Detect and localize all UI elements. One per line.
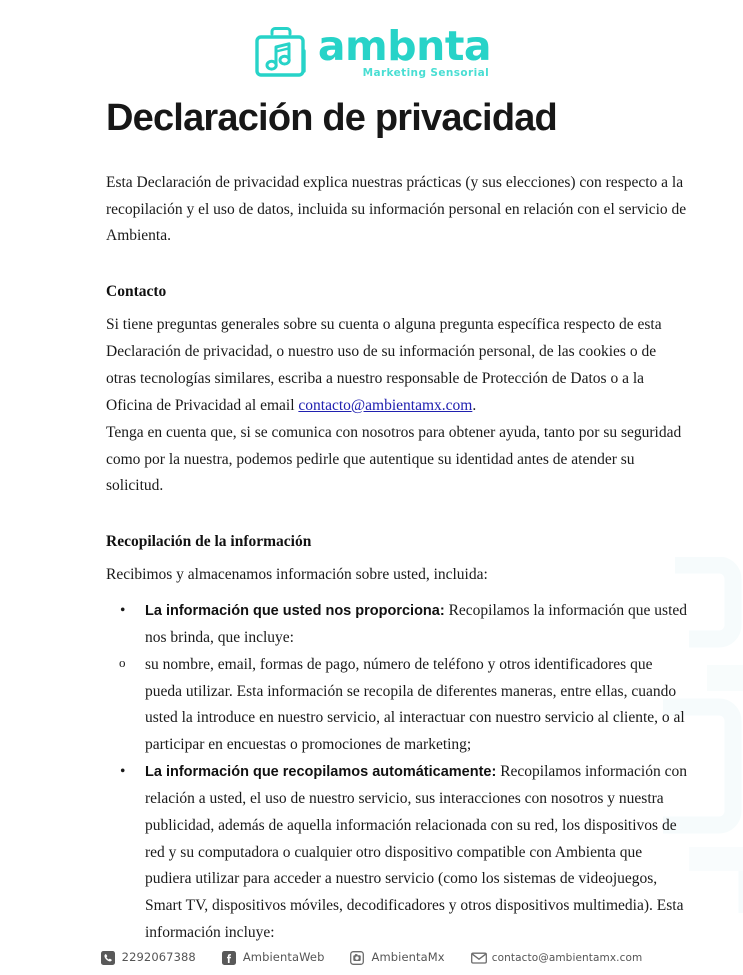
intro-paragraph: Esta Declaración de privacidad explica nuestras prácticas (y sus elecciones) con respecto a la recopilación y el uso de datos, incluida su información personal en relación con el servicio de Ambienta. xyxy=(106,173,687,245)
section-heading-recopilacion: Recopilación de la información xyxy=(106,533,312,551)
contacto-paragraph-1 xyxy=(106,312,690,419)
brand-wordmark xyxy=(317,22,492,80)
spacer xyxy=(106,140,690,170)
brand-tagline: Marketing Sensorial xyxy=(362,67,490,80)
recopilacion-paragraph-1: Recibimos y almacenamos información sobre usted, incluida: xyxy=(106,566,488,584)
brand-logo xyxy=(57,22,686,84)
list-item xyxy=(106,652,690,759)
footer-item-instagram[interactable] xyxy=(350,951,444,965)
footer-item-phone[interactable] xyxy=(101,951,196,965)
footer-email-label: contacto@ambientamx.com xyxy=(491,951,643,964)
document-page xyxy=(0,22,743,947)
bullet-marker-disc: • xyxy=(120,763,126,781)
footer-instagram-label: AmbientaMx xyxy=(371,950,445,965)
spacer xyxy=(106,589,690,598)
briefcase-music-icon xyxy=(252,25,310,81)
spacer xyxy=(106,250,690,280)
list-item-lead-in: La información que recopilamos automáticamente: xyxy=(145,764,497,781)
spacer xyxy=(106,500,690,530)
contact-email-link[interactable]: contacto@ambientamx.com xyxy=(298,396,473,414)
bullet-marker-circle: o xyxy=(119,654,126,670)
footer-facebook-label: AmbientaWeb xyxy=(242,950,325,965)
spacer xyxy=(106,303,690,312)
footer-item-email[interactable] xyxy=(471,951,643,965)
information-bullet-list xyxy=(106,598,690,947)
page-title: Declaración de privacidad xyxy=(106,97,557,139)
brand-name: ambnta xyxy=(317,22,492,71)
section-heading-contacto: Contacto xyxy=(106,283,167,301)
list-item-text: Recopilamos la información que usted nos brinda, que incluye: xyxy=(145,602,688,647)
facebook-icon xyxy=(222,951,236,965)
contacto-text-before-email: Si tiene preguntas generales sobre su cuenta o alguna pregunta específica respecto de esta Declaración de privacidad, o nuestro uso de su información personal, de las cookies o de otras tecnologías similares, escriba a nuestro responsable de Protección de Datos o a la Oficina de Privacidad al email xyxy=(106,316,662,414)
footer-item-facebook[interactable] xyxy=(222,951,325,965)
footer-phone-label: 2292067388 xyxy=(121,950,196,965)
list-item-lead-in: La información que usted nos proporciona: xyxy=(145,603,445,620)
list-item xyxy=(106,598,690,652)
footer-contact-bar xyxy=(0,947,743,971)
contacto-paragraph-2: Tenga en cuenta que, si se comunica con nosotros para obtener ayuda, tanto por su seguridad como por la nuestra, podemos pedirle que autentique su identidad antes de atender su solicitud. xyxy=(106,423,682,495)
bullet-marker-disc: • xyxy=(120,602,126,620)
spacer xyxy=(106,553,690,562)
list-item-text: su nombre, email, formas de pago, número de teléfono y otros identificadores que pueda utilizar. Esta información se recopila de diferentes maneras, entre ellas, cuando usted la introduce en nuestro servicio, al interactuar con nuestro servicio al cliente, o al participar en encuestas o promociones de marketing; xyxy=(145,655,685,754)
envelope-icon xyxy=(471,951,485,965)
instagram-icon xyxy=(350,951,364,965)
list-item xyxy=(106,759,690,947)
document-body xyxy=(106,140,690,947)
list-item-text: Recopilamos información con relación a usted, el uso de nuestro servicio, sus interacciones con nosotros y nuestra publicidad, además de aquella información relacionada con su red, los dispositivos de red y su computadora o cualquier otro dispositivo compatible con Ambienta que pudiera utilizar para acceder a nuestro servicio (como los sistemas de videojuegos, Smart TV, dispositivos móviles, decodificadores y otros dispositivos multimedia). Esta información incluye: xyxy=(145,763,687,941)
phone-icon xyxy=(101,951,115,965)
contacto-text-after-email: . xyxy=(472,396,477,414)
